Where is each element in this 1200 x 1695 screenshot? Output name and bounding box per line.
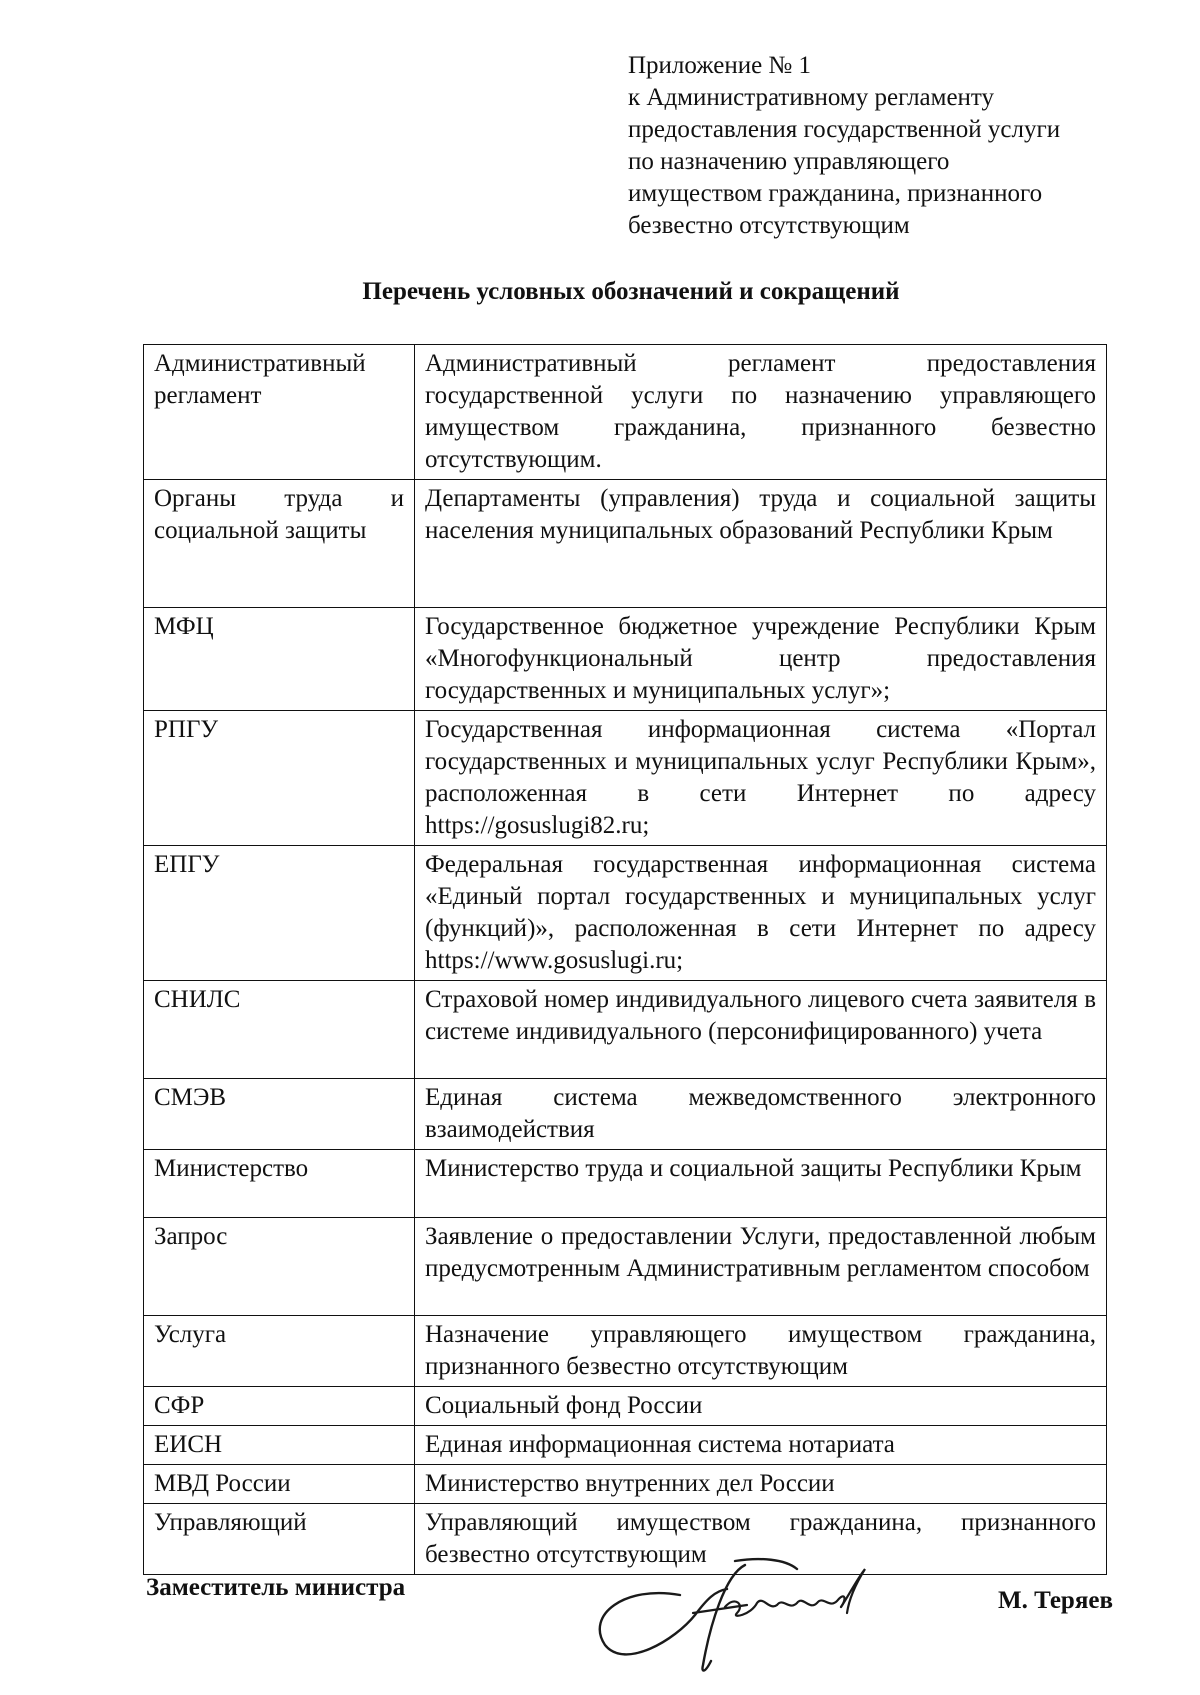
term-cell: Услуга — [144, 1316, 415, 1387]
term-cell: МВД России — [144, 1465, 415, 1504]
appendix-line: к Административному регламенту — [628, 84, 995, 111]
definition-cell: Социальный фонд России — [415, 1387, 1107, 1426]
definition-cell: Страховой номер индивидуального лицевого счета заявителя в системе индивидуального (персонифицированного) учета — [415, 981, 1107, 1079]
appendix-line: по назначению управляющего — [628, 148, 950, 175]
table-row — [144, 1150, 1107, 1218]
definition-cell: Назначение управляющего имуществом гражданина, признанного безвестно отсутствующим — [415, 1316, 1107, 1387]
term-cell: Запрос — [144, 1218, 415, 1316]
table-row — [144, 608, 1107, 711]
definition-cell: Государственная информационная система «Портал государственных и муниципальных услуг Республики Крым», расположенная в сети Интернет по адресу https://gosuslugi82.ru; — [415, 711, 1107, 846]
term-cell: СМЭВ — [144, 1079, 415, 1150]
term-cell: МФЦ — [144, 608, 415, 711]
definition-cell: Государственное бюджетное учреждение Республики Крым «Многофункциональный центр предоставления государственных и муниципальных услуг»; — [415, 608, 1107, 711]
signatory-position: Заместитель министра — [146, 1574, 406, 1601]
term-cell: Органы труда и социальной защиты — [144, 480, 415, 608]
appendix-line: предоставления государственной услуги — [628, 116, 1061, 143]
appendix-line: безвестно отсутствующим — [628, 212, 910, 239]
table-row — [144, 711, 1107, 846]
table-row — [144, 1218, 1107, 1316]
appendix-line: имуществом гражданина, признанного — [628, 180, 1043, 207]
handwritten-signature — [585, 1555, 905, 1675]
term-cell: РПГУ — [144, 711, 415, 846]
signatory-name: М. Теряев — [998, 1587, 1113, 1614]
appendix-header — [628, 50, 1148, 242]
definition-cell: Административный регламент предоставления государственной услуги по назначению управляющего имуществом гражданина, признанного безвестно отсутствующим. — [415, 345, 1107, 480]
table-row — [144, 1316, 1107, 1387]
term-cell: ЕИСН — [144, 1426, 415, 1465]
term-cell: ЕПГУ — [144, 846, 415, 981]
definition-cell: Заявление о предоставлении Услуги, предоставленной любым предусмотренным Административным регламентом способом — [415, 1218, 1107, 1316]
definition-cell: Департаменты (управления) труда и социальной защиты населения муниципальных образований Республики Крым — [415, 480, 1107, 608]
table-row — [144, 981, 1107, 1079]
definition-cell: Федеральная государственная информационная система «Единый портал государственных и муниципальных услуг (функций)», расположенная в сети Интернет по адресу https://www.gosuslugi.ru; — [415, 846, 1107, 981]
definition-cell: Управляющий имуществом гражданина, признанного безвестно отсутствующим — [415, 1504, 1107, 1575]
appendix-line: Приложение № 1 — [628, 52, 812, 79]
term-cell: Министерство — [144, 1150, 415, 1218]
table-row — [144, 345, 1107, 480]
table-row — [144, 480, 1107, 608]
definition-cell: Министерство труда и социальной защиты Республики Крым — [415, 1150, 1107, 1218]
table-row — [144, 1387, 1107, 1426]
term-cell: Управляющий — [144, 1504, 415, 1575]
abbreviations-table — [143, 344, 1107, 1575]
document-title: Перечень условных обозначений и сокращений — [362, 278, 900, 305]
definition-cell: Единая система межведомственного электронного взаимодействия — [415, 1079, 1107, 1150]
term-cell: Административный регламент — [144, 345, 415, 480]
table-row — [144, 846, 1107, 981]
term-cell: СНИЛС — [144, 981, 415, 1079]
term-cell: СФР — [144, 1387, 415, 1426]
definition-cell: Единая информационная система нотариата — [415, 1426, 1107, 1465]
definition-cell: Министерство внутренних дел России — [415, 1465, 1107, 1504]
table-row — [144, 1426, 1107, 1465]
table-row — [144, 1079, 1107, 1150]
table-row — [144, 1465, 1107, 1504]
